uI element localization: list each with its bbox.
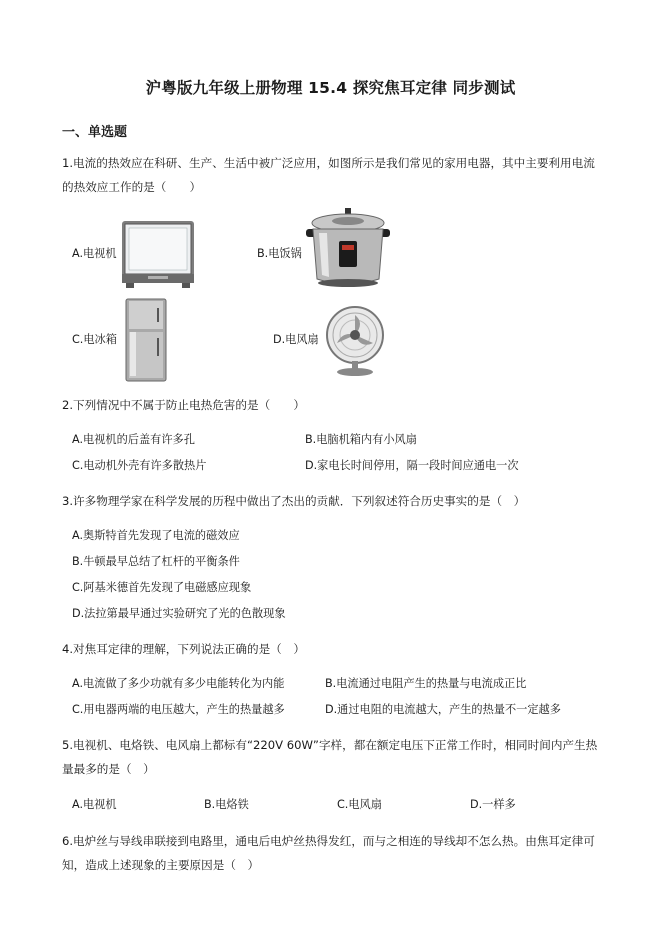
q4-option-d[interactable]: D.通过电阻的电流越大，产生的热量不一定越多 bbox=[325, 703, 561, 716]
refrigerator-icon bbox=[124, 298, 168, 386]
q3-option-a[interactable]: A.奥斯特首先发现了电流的磁效应 bbox=[72, 529, 240, 542]
question-5-text: 5.电视机、电烙铁、电风扇上都标有“220V 60W”字样，都在额定电压下正常工作时，相同时间内产生热量最多的是（ ） bbox=[62, 738, 598, 776]
q5-option-d[interactable]: D.一样多 bbox=[470, 798, 516, 811]
section-heading: 一、单选题 bbox=[62, 125, 128, 140]
question-3-text: 3.许多物理学家在科学发展的历程中做出了杰出的贡献．下列叙述符合历史事实的是（ ） bbox=[62, 494, 526, 508]
question-6-text: 6.电炉丝与导线串联接到电路里，通电后电炉丝热得发红，而与之相连的导线却不怎么热。由焦耳定律可知，造成上述现象的主要原因是（ ） bbox=[62, 834, 595, 872]
q1-option-b[interactable]: B.电饭锅 bbox=[257, 247, 302, 260]
q2-option-a[interactable]: A.电视机的后盖有许多孔 bbox=[72, 433, 195, 446]
q4-option-c[interactable]: C.用电器两端的电压越大，产生的热量越多 bbox=[72, 703, 285, 716]
question-1-text: 1.电流的热效应在科研、生产、生活中被广泛应用，如图所示是我们常见的家用电器，其中主要利用电流的热效应工作的是（ ） bbox=[62, 156, 595, 194]
q2-option-b[interactable]: B.电脑机箱内有小风扇 bbox=[305, 433, 417, 446]
television-icon bbox=[120, 219, 196, 295]
q5-option-c[interactable]: C.电风扇 bbox=[337, 798, 382, 811]
q4-option-a[interactable]: A.电流做了多少功就有多少电能转化为内能 bbox=[72, 677, 285, 690]
q1-option-d[interactable]: D.电风扇 bbox=[273, 333, 319, 346]
q3-option-c[interactable]: C.阿基米德首先发现了电磁感应现象 bbox=[72, 581, 252, 594]
q1-option-c[interactable]: C.电冰箱 bbox=[72, 333, 117, 346]
question-2-text: 2.下列情况中不属于防止电热危害的是（ ） bbox=[62, 398, 305, 412]
q5-option-b[interactable]: B.电烙铁 bbox=[204, 798, 249, 811]
q5-option-a[interactable]: A.电视机 bbox=[72, 798, 117, 811]
question-4-text: 4.对焦耳定律的理解，下列说法正确的是（ ） bbox=[62, 642, 305, 656]
electric-fan-icon bbox=[323, 305, 387, 381]
page-title: 沪粤版九年级上册物理 15.4 探究焦耳定律 同步测试 bbox=[145, 79, 516, 97]
q4-option-b[interactable]: B.电流通过电阻产生的热量与电流成正比 bbox=[325, 677, 527, 690]
q3-option-b[interactable]: B.牛顿最早总结了杠杆的平衡条件 bbox=[72, 555, 240, 568]
q1-option-a[interactable]: A.电视机 bbox=[72, 247, 117, 260]
q2-option-c[interactable]: C.电动机外壳有许多散热片 bbox=[72, 459, 207, 472]
rice-cooker-icon bbox=[305, 207, 391, 295]
q3-option-d[interactable]: D.法拉第最早通过实验研究了光的色散现象 bbox=[72, 607, 286, 620]
q2-option-d[interactable]: D.家电长时间停用，隔一段时间应通电一次 bbox=[305, 459, 519, 472]
